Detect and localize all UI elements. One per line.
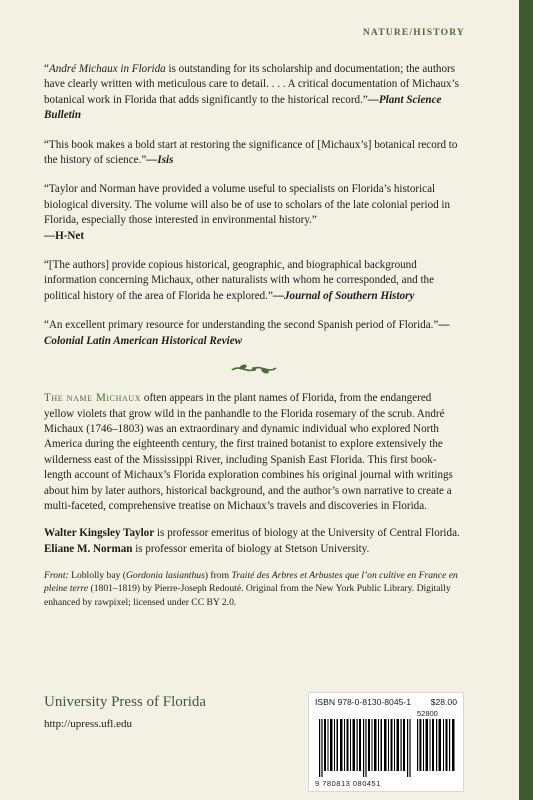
review-quote-3	[44, 182, 464, 244]
author-bios	[44, 526, 464, 557]
price-code: 52800	[417, 709, 438, 718]
quote-source: —Journal of Southern History	[272, 289, 415, 302]
price-text: $28.00	[430, 697, 457, 707]
credit-species: Gordonia lasianthus	[126, 570, 205, 582]
author-bio-2: is professor emerita of biology at Stetson University.	[132, 542, 370, 555]
review-quote-5	[44, 318, 464, 349]
quote-source: —Plant Science Bulletin	[44, 93, 442, 122]
credit-book-title: Traité des Arbres et Arbustes que l’on cultive en France en pleine terre	[44, 570, 458, 595]
author-name-2: Eliane M. Norman	[44, 542, 133, 555]
review-quote-1	[44, 62, 464, 124]
ean-barcode-icon	[319, 719, 413, 777]
category-label: NATURE/HISTORY	[362, 28, 465, 38]
author-name-1: Walter Kingsley Taylor	[44, 527, 155, 540]
quote-text: “[The authors] provide copious historical, geographic, and biographical background information concerning Michaux, other naturalists with whom he corresponded, and the political history of the area of Florida he explored.”	[44, 259, 435, 302]
description-body: often appears in the plant names of Florida, from the endangered yellow violets that grow wild in the panhandle to the Florida rosemary of the scrub. André Michaux (1746–1803) was an extraordinary and dynamic individual who explored North America during the eighteenth century, the first trained botanist to explore extensively the wilderness east of the Mississippi River, including Spanish East Florida. This first book-length account of Michaux’s Florida exploration combines his original journal with writings about him by later authors, historical background, and the author’s own narrative to create a multi-faceted, comprehensive treatise on Michaux’s travels and discoveries in Florida.	[44, 392, 453, 512]
quote-source: —Isis	[146, 154, 174, 167]
quote-text: “An excellent primary resource for understanding the second Spanish period of Florida.”	[44, 319, 439, 332]
review-quote-2	[44, 138, 464, 169]
book-title-em: André Michaux in Florida	[48, 63, 166, 75]
quote-text: is outstanding for its scholarship and documentation; the authors have clearly written with meticulous care to detail. . . . A critical documentation of Michaux’s botanical work in Florida that adds significantly to the historical record.”	[44, 63, 459, 106]
credit-text: ) from	[204, 570, 232, 582]
isbn-line	[315, 697, 457, 707]
description-lead: The name Michaux	[44, 392, 142, 405]
book-description	[44, 391, 464, 514]
author-bio-1: is professor emeritus of biology at the University of Central Florida.	[154, 527, 460, 540]
barcode-box	[308, 692, 464, 792]
review-quote-4	[44, 258, 464, 304]
spine-band	[519, 0, 533, 800]
quote-text: “This book makes a bold start at restoring the significance of [Michaux’s] botanical record to the history of science.”	[44, 138, 458, 167]
credit-text: Loblolly bay (	[68, 570, 126, 582]
publisher-url[interactable]: http://upress.ufl.edu	[44, 718, 132, 730]
publisher-name: University Press of Florida	[44, 694, 207, 710]
quote-source: —Colonial Latin American Historical Review	[44, 319, 450, 347]
quote-source: —H-Net	[44, 229, 85, 242]
quote-text: “Taylor and Norman have provided a volume useful to specialists on Florida’s historical biological diversity. The volume will also be of use to scholars of the late colonial period in Florida, especially those interested in environmental history.”	[44, 183, 451, 227]
leaf-ornament-icon	[44, 361, 464, 377]
isbn-text: ISBN 978-0-8130-8045-1	[315, 697, 412, 707]
back-cover-content	[44, 62, 464, 609]
ean-digits: 9 780813 080451	[315, 779, 381, 788]
credit-text: (1801–1819) by Pierre-Joseph Redouté. Original from the New York Public Library. Digitally enhanced by rawpixel; licensed under CC BY 2.0.	[44, 583, 451, 608]
credit-label: Front:	[44, 570, 69, 582]
price-barcode-icon	[417, 719, 457, 771]
quote-open: “	[44, 63, 49, 75]
cover-credit	[44, 569, 464, 609]
